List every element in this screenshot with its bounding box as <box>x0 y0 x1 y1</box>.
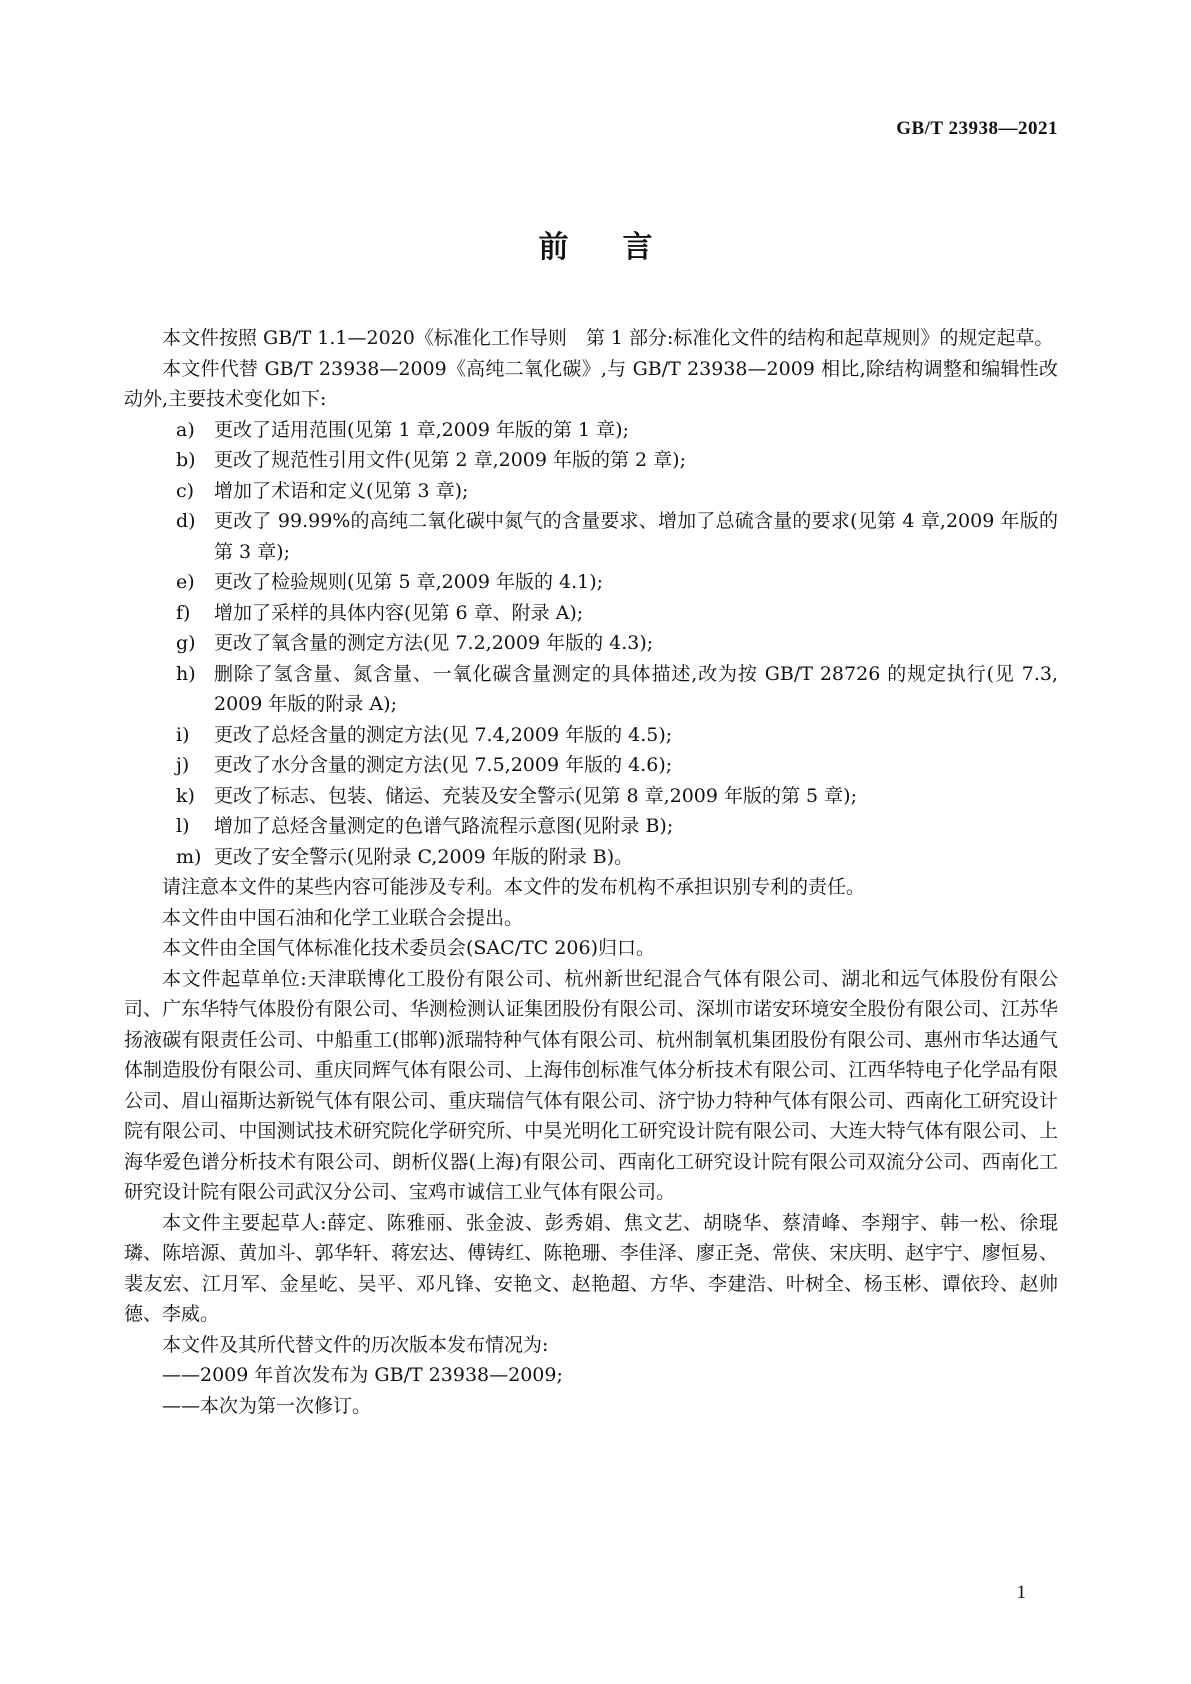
list-item <box>124 567 1058 598</box>
title-char-2: 言 <box>622 230 653 265</box>
list-item-text: 增加了术语和定义(见第 3 章); <box>214 479 469 502</box>
list-marker: i) <box>176 723 190 746</box>
list-item <box>124 506 1058 567</box>
intro-paragraph-2: 本文件代替 GB/T 23938—2009《高纯二氧化碳》,与 GB/T 23938—2009 相比,除结构调整和编辑性改动外,主要技术变化如下: <box>124 357 1058 410</box>
list-item-text: 更改了适用范围(见第 1 章,2009 年版的第 1 章); <box>214 418 629 441</box>
title-char-1: 前 <box>538 230 569 265</box>
list-item <box>124 476 1058 507</box>
history-intro: 本文件及其所代替文件的历次版本发布情况为: <box>162 1333 549 1356</box>
list-item-text: 更改了检验规则(见第 5 章,2009 年版的 4.1); <box>214 571 604 593</box>
list-marker: k) <box>176 784 195 807</box>
list-marker: e) <box>176 571 195 593</box>
history-item: ——2009 年首次发布为 GB/T 23938—2009; <box>162 1364 563 1386</box>
history-item: ——本次为第一次修订。 <box>162 1394 372 1417</box>
list-marker: m) <box>176 845 202 868</box>
list-item-text: 增加了总烃含量测定的色谱气路流程示意图(见附录 B); <box>214 815 674 837</box>
list-item <box>124 811 1058 842</box>
list-marker: b) <box>176 449 196 471</box>
list-item <box>124 628 1058 659</box>
list-marker: c) <box>176 479 195 502</box>
list-marker: a) <box>176 418 195 441</box>
page-number: 1 <box>1016 1582 1026 1603</box>
list-item-text: 更改了总烃含量的测定方法(见 7.4,2009 年版的 4.5); <box>214 723 673 746</box>
list-marker: d) <box>176 510 196 532</box>
list-item-text: 更改了规范性引用文件(见第 2 章,2009 年版的第 2 章); <box>214 449 686 471</box>
list-item-text: 更改了安全警示(见附录 C,2009 年版的附录 B)。 <box>214 845 634 868</box>
list-item-text: 增加了采样的具体内容(见第 6 章、附录 A); <box>214 601 584 624</box>
patent-notice: 请注意本文件的某些内容可能涉及专利。本文件的发布机构不承担识别专利的责任。 <box>162 876 866 898</box>
list-item <box>124 750 1058 781</box>
list-marker: j) <box>176 754 190 776</box>
list-item <box>124 598 1058 629</box>
list-marker: h) <box>176 662 196 685</box>
list-item <box>124 445 1058 476</box>
list-item <box>124 842 1058 873</box>
list-item-text: 删除了氢含量、氮含量、一氧化碳含量测定的具体描述,改为按 GB/T 28726 的规定执行(见 7.3, 2009 年版的附录 A); <box>214 662 1058 715</box>
list-item <box>124 720 1058 751</box>
centralized-by: 本文件由全国气体标准化技术委员会(SAC/TC 206)归口。 <box>162 937 656 959</box>
list-item <box>124 415 1058 446</box>
list-marker: g) <box>176 632 196 654</box>
list-item-text: 更改了 99.99%的高纯二氧化碳中氮气的含量要求、增加了总硫含量的要求(见第 4 章,2009 年版的第 3 章); <box>214 510 1058 563</box>
proposed-by: 本文件由中国石油和化学工业联合会提出。 <box>162 906 524 929</box>
standard-number: GB/T 23938—2021 <box>896 118 1058 139</box>
main-drafters: 本文件主要起草人:薛定、陈雅丽、张金波、彭秀娟、焦文艺、胡晓华、蔡清峰、李翔宇、韩一松、徐琨璘、陈培源、黄加斗、郭华轩、蒋宏达、傅铸红、陈艳珊、李佳泽、廖正尧、常侠、宋庆明、赵宇宁、廖恒易、裴友宏、江月军、金星屹、吴平、邓凡锋、安艳文、赵艳超、方华、李建浩、叶树全、杨玉彬、谭依玲、赵帅德、李威。 <box>124 1211 1058 1325</box>
changes-list <box>124 415 1058 873</box>
drafting-units: 本文件起草单位:天津联博化工股份有限公司、杭州新世纪混合气体有限公司、湖北和远气体股份有限公司、广东华特气体股份有限公司、华测检测认证集团股份有限公司、深圳市诺安环境安全股份有限公司、江苏华扬液碳有限责任公司、中船重工(邯郸)派瑞特种气体有限公司、杭州制氧机集团股份有限公司、惠州市华达通气体制造股份有限公司、重庆同辉气体有限公司、上海伟创标准气体分析技术有限公司、江西华特电子化学品有限公司、眉山福斯达新锐气体有限公司、重庆瑞信气体有限公司、济宁协力特种气体有限公司、西南化工研究设计院有限公司、中国测试技术研究院化学研究所、中昊光明化工研究设计院有限公司、大连大特气体有限公司、上海华爱色谱分析技术有限公司、朗析仪器(上海)有限公司、西南化工研究设计院有限公司双流分公司、西南化工研究设计院有限公司武汉分公司、宝鸡市诚信工业气体有限公司。 <box>124 967 1058 1203</box>
list-marker: f) <box>176 601 191 624</box>
intro-paragraph-1: 本文件按照 GB/T 1.1—2020《标准化工作导则 第 1 部分:标准化文件的结构和起草规则》的规定起草。 <box>162 327 1054 349</box>
list-item-text: 更改了标志、包装、储运、充装及安全警示(见第 8 章,2009 年版的第 5 章); <box>214 784 857 807</box>
list-item <box>124 659 1058 720</box>
list-item <box>124 781 1058 812</box>
list-marker: l) <box>176 815 190 837</box>
list-item-text: 更改了氧含量的测定方法(见 7.2,2009 年版的 4.3); <box>214 632 654 654</box>
foreword-body <box>124 323 1058 1421</box>
page-title <box>0 222 1191 266</box>
list-item-text: 更改了水分含量的测定方法(见 7.5,2009 年版的 4.6); <box>214 754 673 776</box>
